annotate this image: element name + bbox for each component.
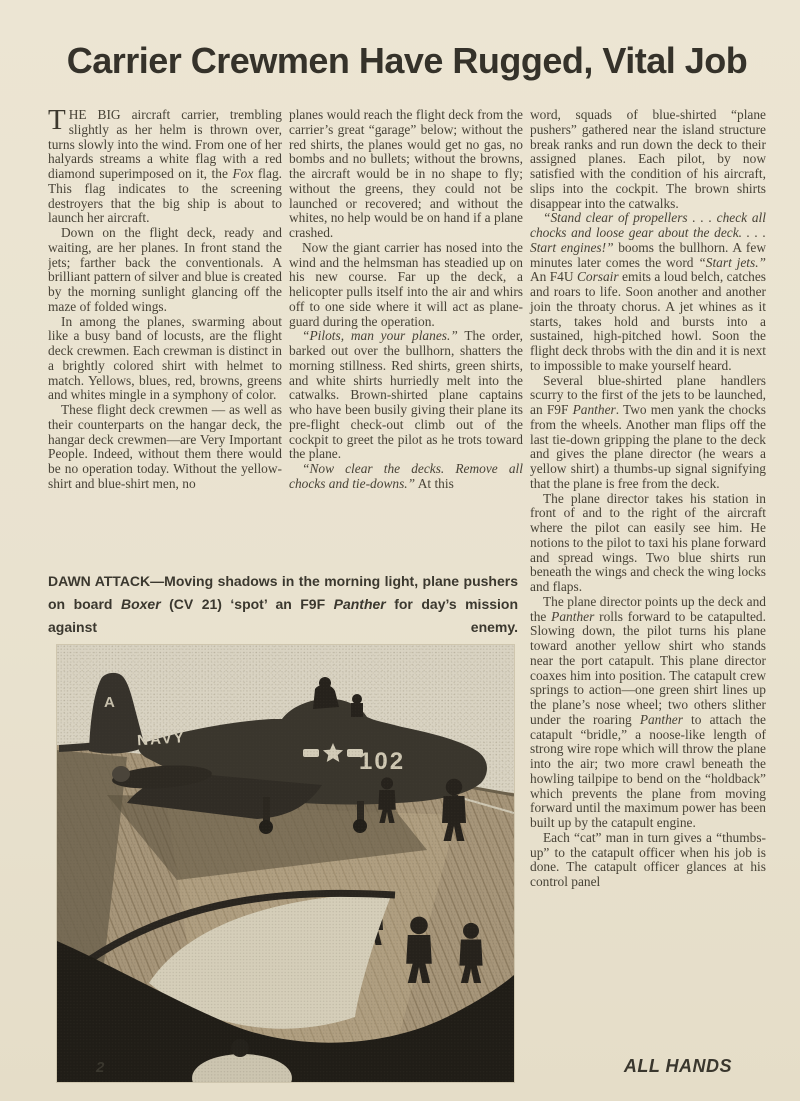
- text-run: DAWN ATTACK—Moving shadows in the morning light, plane pushers on board: [48, 573, 518, 613]
- italic-text-run: Fox: [232, 166, 254, 182]
- left-section: [48, 108, 523, 1082]
- paragraph: [530, 831, 766, 890]
- text-run: word, squads of blue-shirted “plane pushers” gathered near the island structure break ranks and run down the deck to their assigned planes. Each pilot, by now satisfied with the condition of his aircraft, slips into the cockpit. The brown shirts disappear into the catwalks.: [530, 107, 766, 211]
- page-number: 2: [96, 1059, 105, 1076]
- text-run: The plane director takes his station in front of and to the right of the aircraft where the pilot can easily see him. He notions to the pilot to taxi his plane forward and spread wings. Two blue shirts run beneath the wings and check the wing locks and flaps.: [530, 490, 766, 595]
- paragraph: [48, 226, 282, 315]
- text-run: At this: [415, 475, 454, 491]
- text-columns-1-2: [48, 108, 523, 566]
- paragraph: [48, 315, 282, 404]
- text-run: The order, barked out over the bullhorn, shatters the morning stillness. Red shirts, green shirts, and white shirts hurriedly melt into the catwalks. Brown-shirted plane captains who have been busily giving their plane its pre-flight check-out climb out of the cockpit to greet the pilot as he trots toward the plane.: [289, 328, 523, 462]
- text-run: for day’s mission against enemy.: [48, 596, 519, 636]
- paragraph: [530, 374, 766, 492]
- italic-text-run: “Now clear the decks. Remove all chocks and tie-downs.”: [289, 461, 523, 491]
- italic-text-run: “Pilots, man your planes.”: [302, 328, 458, 344]
- dropcap-letter: T: [48, 108, 66, 137]
- paragraph: [530, 492, 766, 595]
- text-run: . Two men yank the chocks from the wheels. Another man flips off the last tie-down gripping the plane to the deck and gives the plane director (he wears a yellow shirt) a thumbs-up signal signifying that the plane is free from the deck.: [530, 402, 766, 491]
- text-run: HE BIG aircraft carrier, trembling slightly as her helm is thrown over, turns slowly into the wind. From one of her halyards streams a white flag with a red diamond superimposed on it, the: [48, 108, 282, 182]
- article-body: [48, 108, 766, 1082]
- italic-text-run: Boxer: [120, 596, 161, 613]
- italic-text-run: Panther: [572, 402, 616, 418]
- text-run: emits a loud belch, catches and roars to life. Soon another and another join the throaty chorus. A jet whines as it starts, takes hold and bursts into a sustained, high-pitched howl. Soon the flight deck throbs with the din and it is next to impossible to make yourself heard.: [530, 269, 767, 373]
- italic-text-run: Panther: [333, 596, 386, 613]
- paragraph: [289, 108, 523, 241]
- deck-photo-illustration: [57, 645, 514, 1082]
- halftone-overlay: [57, 645, 514, 1082]
- text-run: booms the bullhorn. A few minutes later comes the word: [530, 239, 766, 270]
- italic-text-run: Corsair: [576, 269, 619, 285]
- text-run: (CV 21) ‘spot’ an F9F: [160, 596, 334, 613]
- paragraph: [530, 211, 766, 373]
- text-run: Each “cat” man in turn gives a “thumbs-up” to the catapult officer when his job is done. The catapult officer glances at his control panel: [530, 829, 766, 890]
- magazine-name: ALL HANDS: [623, 1056, 732, 1076]
- text-run: These flight deck crewmen — as well as their counterparts on the hangar deck, the hangar deck crewmen—are Very Important People. Indeed, without them there would be no operation today. Without the yellow-shirt and blue-shirt men, no: [48, 402, 282, 491]
- paragraph: [289, 241, 523, 330]
- italic-text-run: “Stand clear of propellers . . . check all chocks and loose gear about the deck. . . . Start engines!”: [530, 210, 766, 255]
- text-run: An F4U: [530, 269, 577, 285]
- text-column-3: [530, 108, 766, 1082]
- nose-number: 102: [359, 748, 406, 776]
- page-inner: [48, 0, 766, 1082]
- photo-caption: [48, 570, 518, 639]
- paragraph: [48, 403, 282, 492]
- paragraph: [530, 595, 766, 831]
- text-run: to attach the catapult “bridle,” a noose-like length of strong wire rope which will throw the plane into the air; two more crawl beneath the howling tailpipe to bend on the “holdback” which prevents the plane from moving forward until the maximum power has been built up by the catapult engine.: [530, 711, 766, 831]
- text-run: Down on the flight deck, ready and waiting, are her planes. In front stand the jets; farther back the conventionals. A brilliant pattern of silver and blue is created by the morning sunlight glancing off the maze of folded wings.: [48, 225, 282, 314]
- tail-letter: A: [104, 694, 115, 712]
- text-run: Now the giant carrier has nosed into the wind and the helmsman has steadied up on his new course. Far up the deck, a helicopter pulls itself into the air and whirs off to one side where it will act as plane-guard during the operation.: [289, 239, 523, 329]
- page-footer: [96, 1056, 732, 1077]
- text-run: rolls forward to be catapulted. Slowing down, the pilot turns his plane toward another yellow shirt who stands near the port catapult. This plane director coaxes him into position. The catapult crew springs to action—one green shirt lines up the plane’s nose wheel; two others slither under the roaring: [530, 608, 766, 727]
- text-run: Several blue-shirted plane handlers scurry to the first of the jets to be launched, an F9F: [530, 372, 766, 418]
- page-title: Carrier Crewmen Have Rugged, Vital Job: [66, 40, 748, 81]
- text-run: flag. This flag indicates to the screening destroyers that the big ship is about to launch her aircraft.: [48, 166, 282, 226]
- text-run: The plane director points up the deck and the: [530, 593, 766, 624]
- text-run: In among the planes, swarming about like a busy band of locusts, are the flight deck crewmen. Each crewman is distinct in a brightly colored shirt with helmet to match. Yellows, blues, red, browns, greens and whites mingle in a symphony of color.: [48, 313, 282, 403]
- italic-text-run: “Start jets.”: [698, 254, 766, 270]
- paragraph: [48, 108, 282, 226]
- fuselage-navy-text: NAVY: [136, 729, 187, 750]
- italic-text-run: Panther: [639, 711, 683, 727]
- paragraph: [530, 108, 766, 211]
- deck-photo: [57, 645, 514, 1082]
- text-run: planes would reach the flight deck from the carrier’s great “garage” below; without the red shirts, the planes would get no gas, no bombs and no bullets; without the browns, the aircraft would be in no shape to fly; without the greens, they could not be launched or recovered; and without the whites, no help would be on hand if a plane crashed.: [289, 108, 523, 241]
- italic-text-run: Panther: [551, 608, 595, 624]
- paragraph: [289, 329, 523, 462]
- paragraph: [289, 462, 523, 492]
